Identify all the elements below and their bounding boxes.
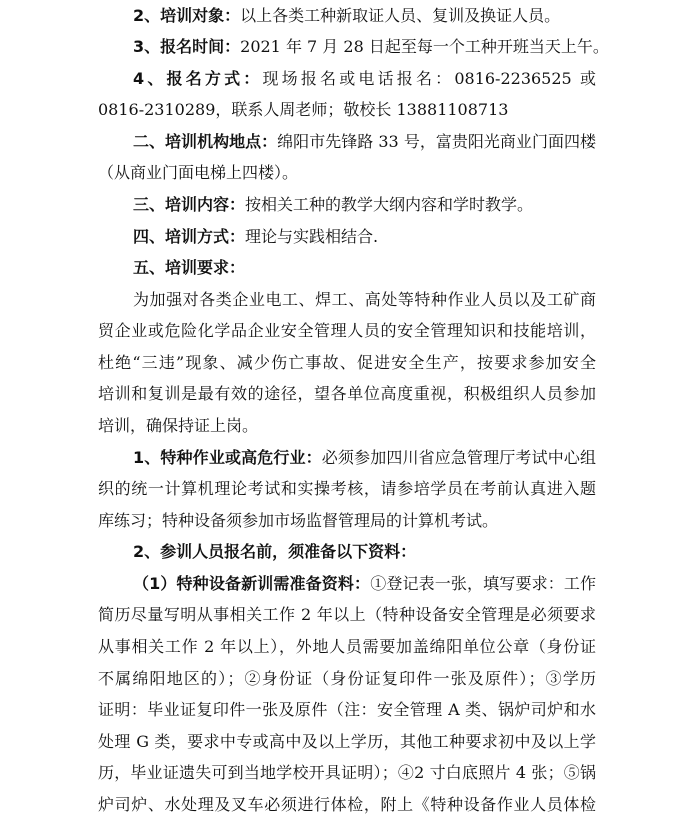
paragraph-line: 培训和复训是最有效的途径，望各单位高度重视，积极组织人员参加 (98, 384, 596, 403)
paragraph-line: 历，毕业证遗失可到当地学校开具证明）；④2 寸白底照片 4 张；⑤锅 (98, 763, 596, 782)
paragraph-line: 织的统一计算机理论考试和实操考核，请参培学员在考前认真进入题 (98, 479, 596, 498)
item-special-operations: 1、特种作业或高危行业：必须参加四川省应急管理厅考试中心组 (133, 448, 596, 467)
section-training-location: 二、培训机构地点：绵阳市先锋路 33 号，富贵阳光商业门面四楼 (133, 132, 596, 151)
paragraph-line: 库练习；特种设备须参加市场监督管理局的计算机考试。 (98, 511, 499, 530)
paragraph-line: 从事相关工作 2 年以上），外地人员需要加盖绵阳单位公章（身份证 (98, 637, 596, 656)
paragraph-line: 贸企业或危险化学品企业安全管理人员的安全管理知识和技能培训， (98, 321, 596, 340)
paragraph-line: 炉司炉、水处理及叉车必须进行体检，附上《特种设备作业人员体检 (98, 795, 596, 814)
paragraph-line: 不属绵阳地区的）；②身份证（身份证复印件一张及原件）；③学历 (98, 669, 596, 688)
paragraph-line: 处理 G 类，要求中专或高中及以上学历，其他工种要求初中及以上学 (98, 732, 596, 751)
paragraph-line: 证明：毕业证复印件一张及原件（注：安全管理 A 类、锅炉司炉和水 (98, 700, 596, 719)
section-training-content: 三、培训内容：按相关工种的教学大纲内容和学时教学。 (133, 195, 534, 214)
paragraph-line: 培训，确保持证上岗。 (98, 416, 259, 435)
paragraph-line: 简历尽量写明从事相关工作 2 年以上（特种设备安全管理是必须要求 (98, 605, 596, 624)
paragraph-line: 为加强对各类企业电工、焊工、高处等特种作业人员以及工矿商 (133, 290, 596, 309)
item-training-targets: 2、培训对象：以上各类工种新取证人员、复训及换证人员。 (133, 6, 561, 25)
item-registration-time: 3、报名时间：2021 年 7 月 28 日起至每一个工种开班当天上午。 (133, 37, 609, 56)
section-training-requirements: 五、培训要求： (133, 258, 246, 277)
paragraph-line: 杜绝“三违”现象、减少伤亡事故、促进安全生产，按要求参加安全 (98, 353, 596, 372)
subitem-special-equipment: （1）特种设备新训需准备资料：①登记表一张，填写要求：工作 (133, 574, 596, 593)
training-location-note: （从商业门面电梯上四楼）。 (98, 163, 299, 182)
item-required-materials: 2、参训人员报名前，须准备以下资料： (133, 542, 417, 561)
section-training-method: 四、培训方式：理论与实践相结合. (133, 227, 379, 246)
registration-contact-line: 0816-2310289，联系人周老师；敬校长 13881108713 (98, 100, 509, 119)
item-registration-method: 4、报名方式：现场报名或电话报名：0816-2236525 或 (133, 69, 596, 88)
